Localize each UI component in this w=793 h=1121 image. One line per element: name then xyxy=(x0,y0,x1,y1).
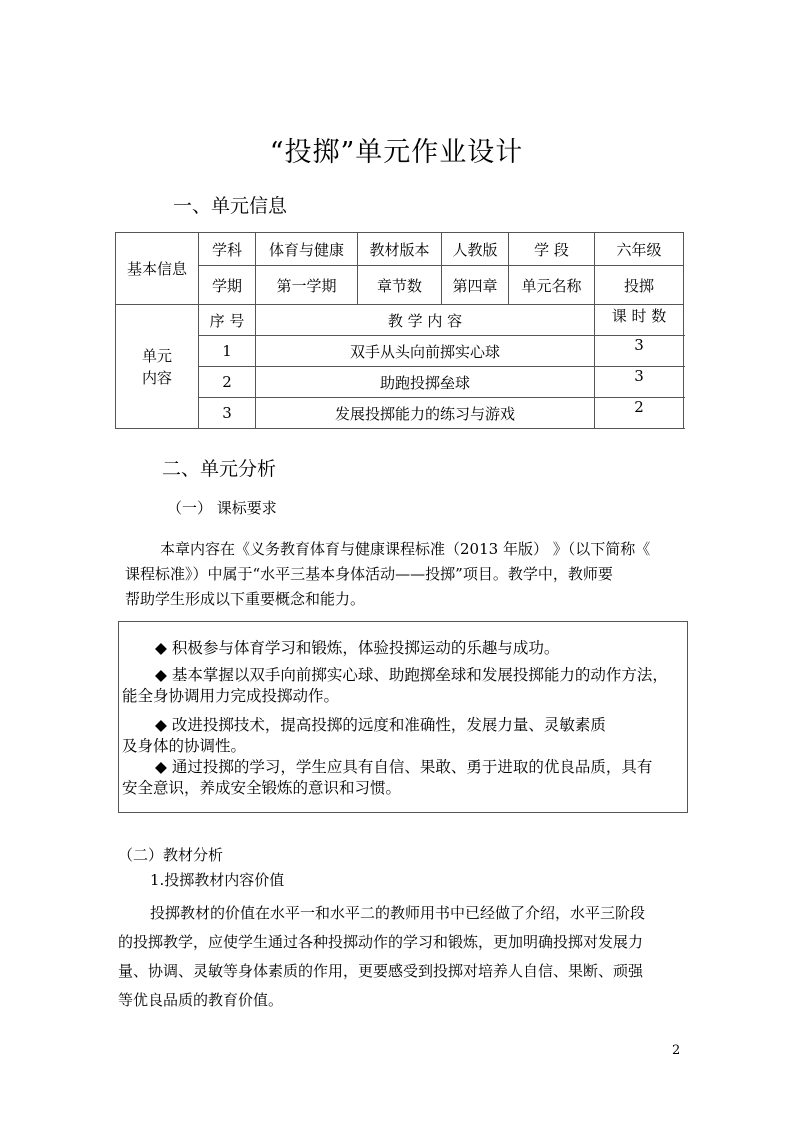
subheading-textbook-analysis: （二）教材分析 xyxy=(118,846,224,864)
table-cell: 3 xyxy=(199,398,256,429)
paragraph-line: 帮助学生形成以下重要概念和能力。 xyxy=(125,590,366,608)
column-header-number: 序 号 xyxy=(199,305,256,336)
section-heading-unit-analysis: 二、单元分析 xyxy=(162,458,277,480)
requirements-box xyxy=(118,621,688,813)
table-cell: 第一学期 xyxy=(256,266,358,305)
requirement-item: ◆ 积极参与体育学习和锻炼，体验投掷运动的乐趣与成功。 xyxy=(155,639,560,657)
table-cell: 人教版 xyxy=(442,233,509,266)
section-heading-unit-info: 一、单元信息 xyxy=(173,195,288,217)
table-row xyxy=(116,266,684,305)
requirement-item: ◆ 通过投掷的学习，学生应具有自信、果敢、勇于进取的优良品质，具有 xyxy=(155,758,653,776)
table-row xyxy=(116,367,684,398)
unit-content-label-line2: 内容 xyxy=(141,368,172,387)
table-cell: 1 xyxy=(199,336,256,367)
page-title: “投掷”单元作业设计 xyxy=(269,137,524,168)
table-cell: 投掷 xyxy=(595,266,684,305)
page-number: 2 xyxy=(672,1043,681,1058)
table-cell: 第四章 xyxy=(442,266,509,305)
table-cell: 发展投掷能力的练习与游戏 xyxy=(256,398,595,429)
table-row xyxy=(116,233,684,266)
requirement-item-continued: 及身体的协调性。 xyxy=(122,737,247,755)
table-cell: 六年级 xyxy=(595,233,684,266)
table-cell: 2 xyxy=(199,367,256,398)
paragraph-line: 等优良品质的教育价值。 xyxy=(118,991,284,1009)
subheading-curriculum: （一） 课标要求 xyxy=(167,499,277,517)
requirement-item-continued: 能全身协调用力完成投掷动作。 xyxy=(122,687,340,705)
table-cell: 3 xyxy=(595,336,684,367)
table-row xyxy=(116,398,684,429)
table-row xyxy=(116,336,684,367)
subheading-content-value: 1.投掷教材内容价值 xyxy=(150,871,285,889)
column-header-content: 教 学 内 容 xyxy=(256,305,595,336)
requirement-item-continued: 安全意识，养成安全锻炼的意识和习惯。 xyxy=(122,779,402,797)
table-cell: 单元名称 xyxy=(509,266,595,305)
table-row xyxy=(116,305,684,336)
paragraph-line: 的投掷教学，应使学生通过各种投掷动作的学习和锻炼，更加明确投掷对发展力 xyxy=(118,933,644,951)
table-cell: 助跑投掷垒球 xyxy=(256,367,595,398)
unit-info-table xyxy=(115,232,684,429)
unit-content-label xyxy=(116,305,199,429)
table-cell: 体育与健康 xyxy=(256,233,358,266)
table-cell: 学科 xyxy=(199,233,256,266)
table-cell: 教材版本 xyxy=(358,233,442,266)
paragraph-line: 课程标准》）中属于“水平三基本身体活动——投掷”项目。教学中，教师要 xyxy=(125,565,613,583)
table-cell: 双手从头向前掷实心球 xyxy=(256,336,595,367)
table-cell: 章节数 xyxy=(358,266,442,305)
paragraph-line: 投掷教材的价值在水平一和水平二的教师用书中已经做了介绍，水平三阶段 xyxy=(150,904,646,922)
table-cell: 2 xyxy=(595,398,684,429)
unit-content-label-line1: 单元 xyxy=(141,346,172,365)
requirement-item: ◆ 改进投掷技术，提高投掷的远度和准确性，发展力量、灵敏素质 xyxy=(155,716,606,734)
table-cell: 学 段 xyxy=(509,233,595,266)
table-cell: 学期 xyxy=(199,266,256,305)
requirement-item: ◆ 基本掌握以双手向前掷实心球、助跑掷垒球和发展投掷能力的动作方法， xyxy=(155,666,668,684)
column-header-hours: 课 时 数 xyxy=(595,305,684,336)
paragraph-line: 量、协调、灵敏等身体素质的作用，更要感受到投掷对培养人自信、果断、顽强 xyxy=(118,962,644,980)
paragraph-line: 本章内容在《义务教育体育与健康课程标准（2013 年版） 》（以下简称《 xyxy=(160,540,651,558)
table-cell: 3 xyxy=(595,367,684,398)
basic-info-label: 基本信息 xyxy=(116,233,199,305)
